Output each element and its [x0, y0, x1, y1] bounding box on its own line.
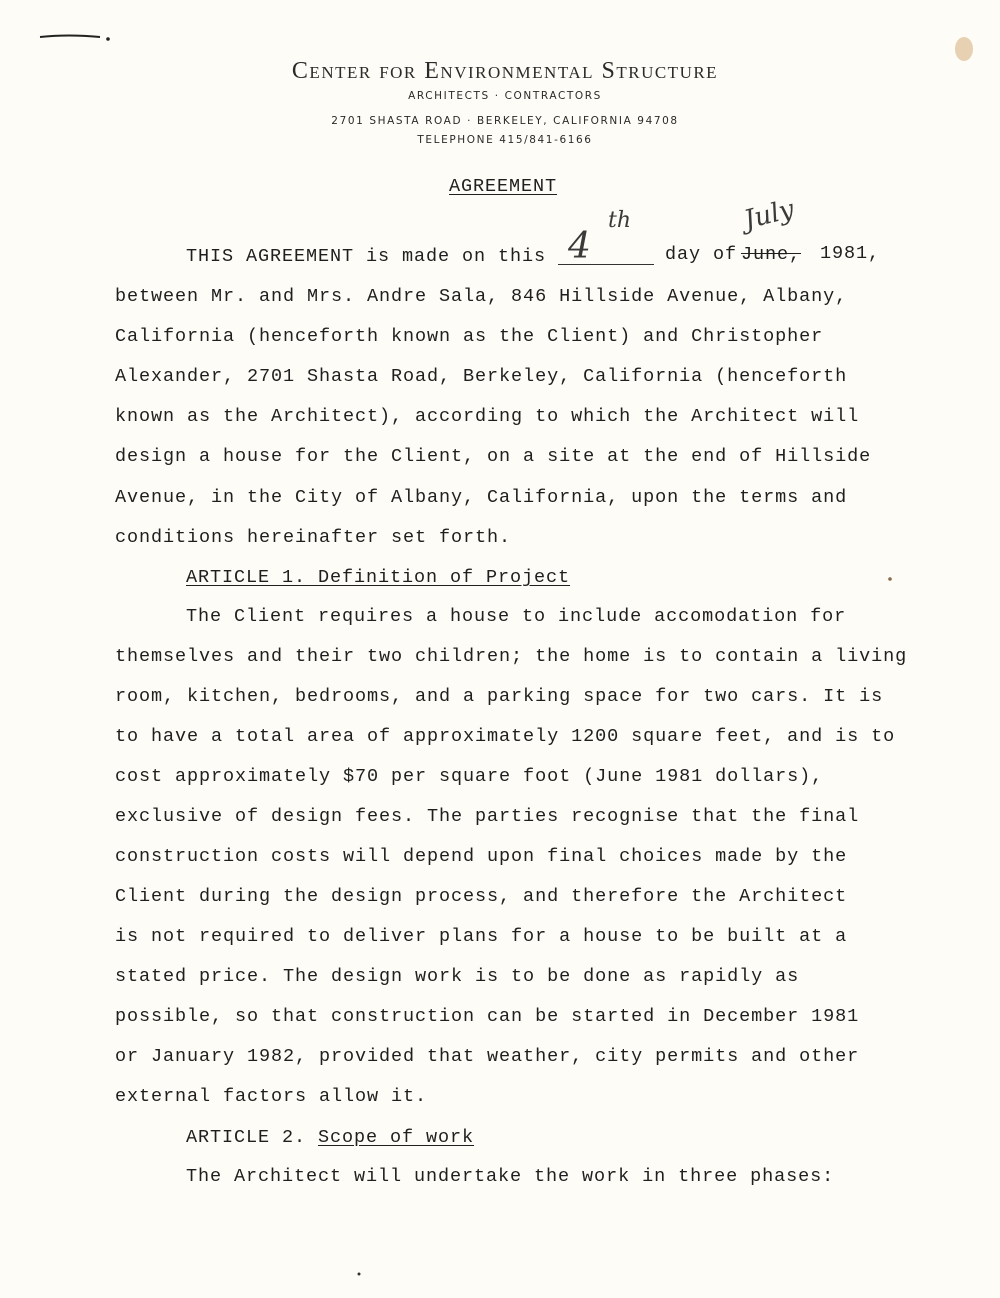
article-2-title: Scope of work: [318, 1127, 475, 1148]
article-1-heading: ARTICLE 1. Definition of Project: [186, 567, 571, 588]
article-1-line: is not required to deliver plans for a house to be built at a: [115, 926, 848, 947]
letterhead-address: 2701 SHASTA ROAD · BERKELEY, CALIFORNIA 94708: [331, 115, 679, 127]
article-2-heading: [186, 1127, 474, 1148]
handwritten-day-suffix: th: [608, 208, 632, 233]
opening-prefix: THIS AGREEMENT is made on this: [186, 246, 547, 267]
opening-year: 1981,: [820, 243, 881, 264]
document-title: AGREEMENT: [449, 176, 558, 197]
letterhead-services: ARCHITECTS · CONTRACTORS: [408, 90, 602, 102]
article-1-line: cost approximately $70 per square foot (June 1981 dollars),: [115, 766, 824, 787]
intro-line: conditions hereinafter set forth.: [115, 527, 512, 548]
article-1-line: themselves and their two children; the home is to contain a living: [115, 646, 908, 667]
letterhead-telephone: TELEPHONE 415/841-6166: [417, 134, 593, 146]
intro-line: Avenue, in the City of Albany, California, upon the terms and: [115, 487, 848, 508]
intro-line: California (henceforth known as the Client) and Christopher: [115, 326, 824, 347]
article-1-line: room, kitchen, bedrooms, and a parking space for two cars. It is: [115, 686, 884, 707]
article-1-line: exclusive of design fees. The parties recognise that the final: [115, 806, 860, 827]
article-2-prefix: ARTICLE 2.: [186, 1127, 319, 1148]
letterhead-name: Center for Environmental Structure: [291, 58, 719, 84]
handwritten-month: July: [741, 194, 798, 236]
article-1-line: The Client requires a house to include accomodation for: [186, 606, 847, 627]
article-1-line: possible, so that construction can be started in December 1981: [115, 1006, 860, 1027]
handwritten-day: 4: [568, 226, 591, 267]
article-2-text: The Architect will undertake the work in three phases:: [186, 1166, 835, 1187]
opening-mid: day of: [665, 244, 738, 265]
speck-mark: [355, 1270, 363, 1278]
struck-month: June,: [741, 244, 802, 265]
intro-line: known as the Architect), according to which the Architect will: [115, 406, 860, 427]
intro-line: design a house for the Client, on a site at the end of Hillside: [115, 446, 872, 467]
article-1-line: to have a total area of approximately 1200 square feet, and is to: [115, 726, 896, 747]
speck-mark: [886, 575, 894, 583]
intro-line: between Mr. and Mrs. Andre Sala, 846 Hillside Avenue, Albany,: [115, 286, 848, 307]
article-1-line: external factors allow it.: [115, 1086, 428, 1107]
article-1-line: Client during the design process, and therefore the Architect: [115, 886, 848, 907]
article-1-line: stated price. The design work is to be done as rapidly as: [115, 966, 800, 987]
intro-line: Alexander, 2701 Shasta Road, Berkeley, California (henceforth: [115, 366, 848, 387]
pen-mark: [38, 30, 118, 46]
article-1-line: construction costs will depend upon final choices made by the: [115, 846, 848, 867]
article-1-line: or January 1982, provided that weather, city permits and other: [115, 1046, 860, 1067]
